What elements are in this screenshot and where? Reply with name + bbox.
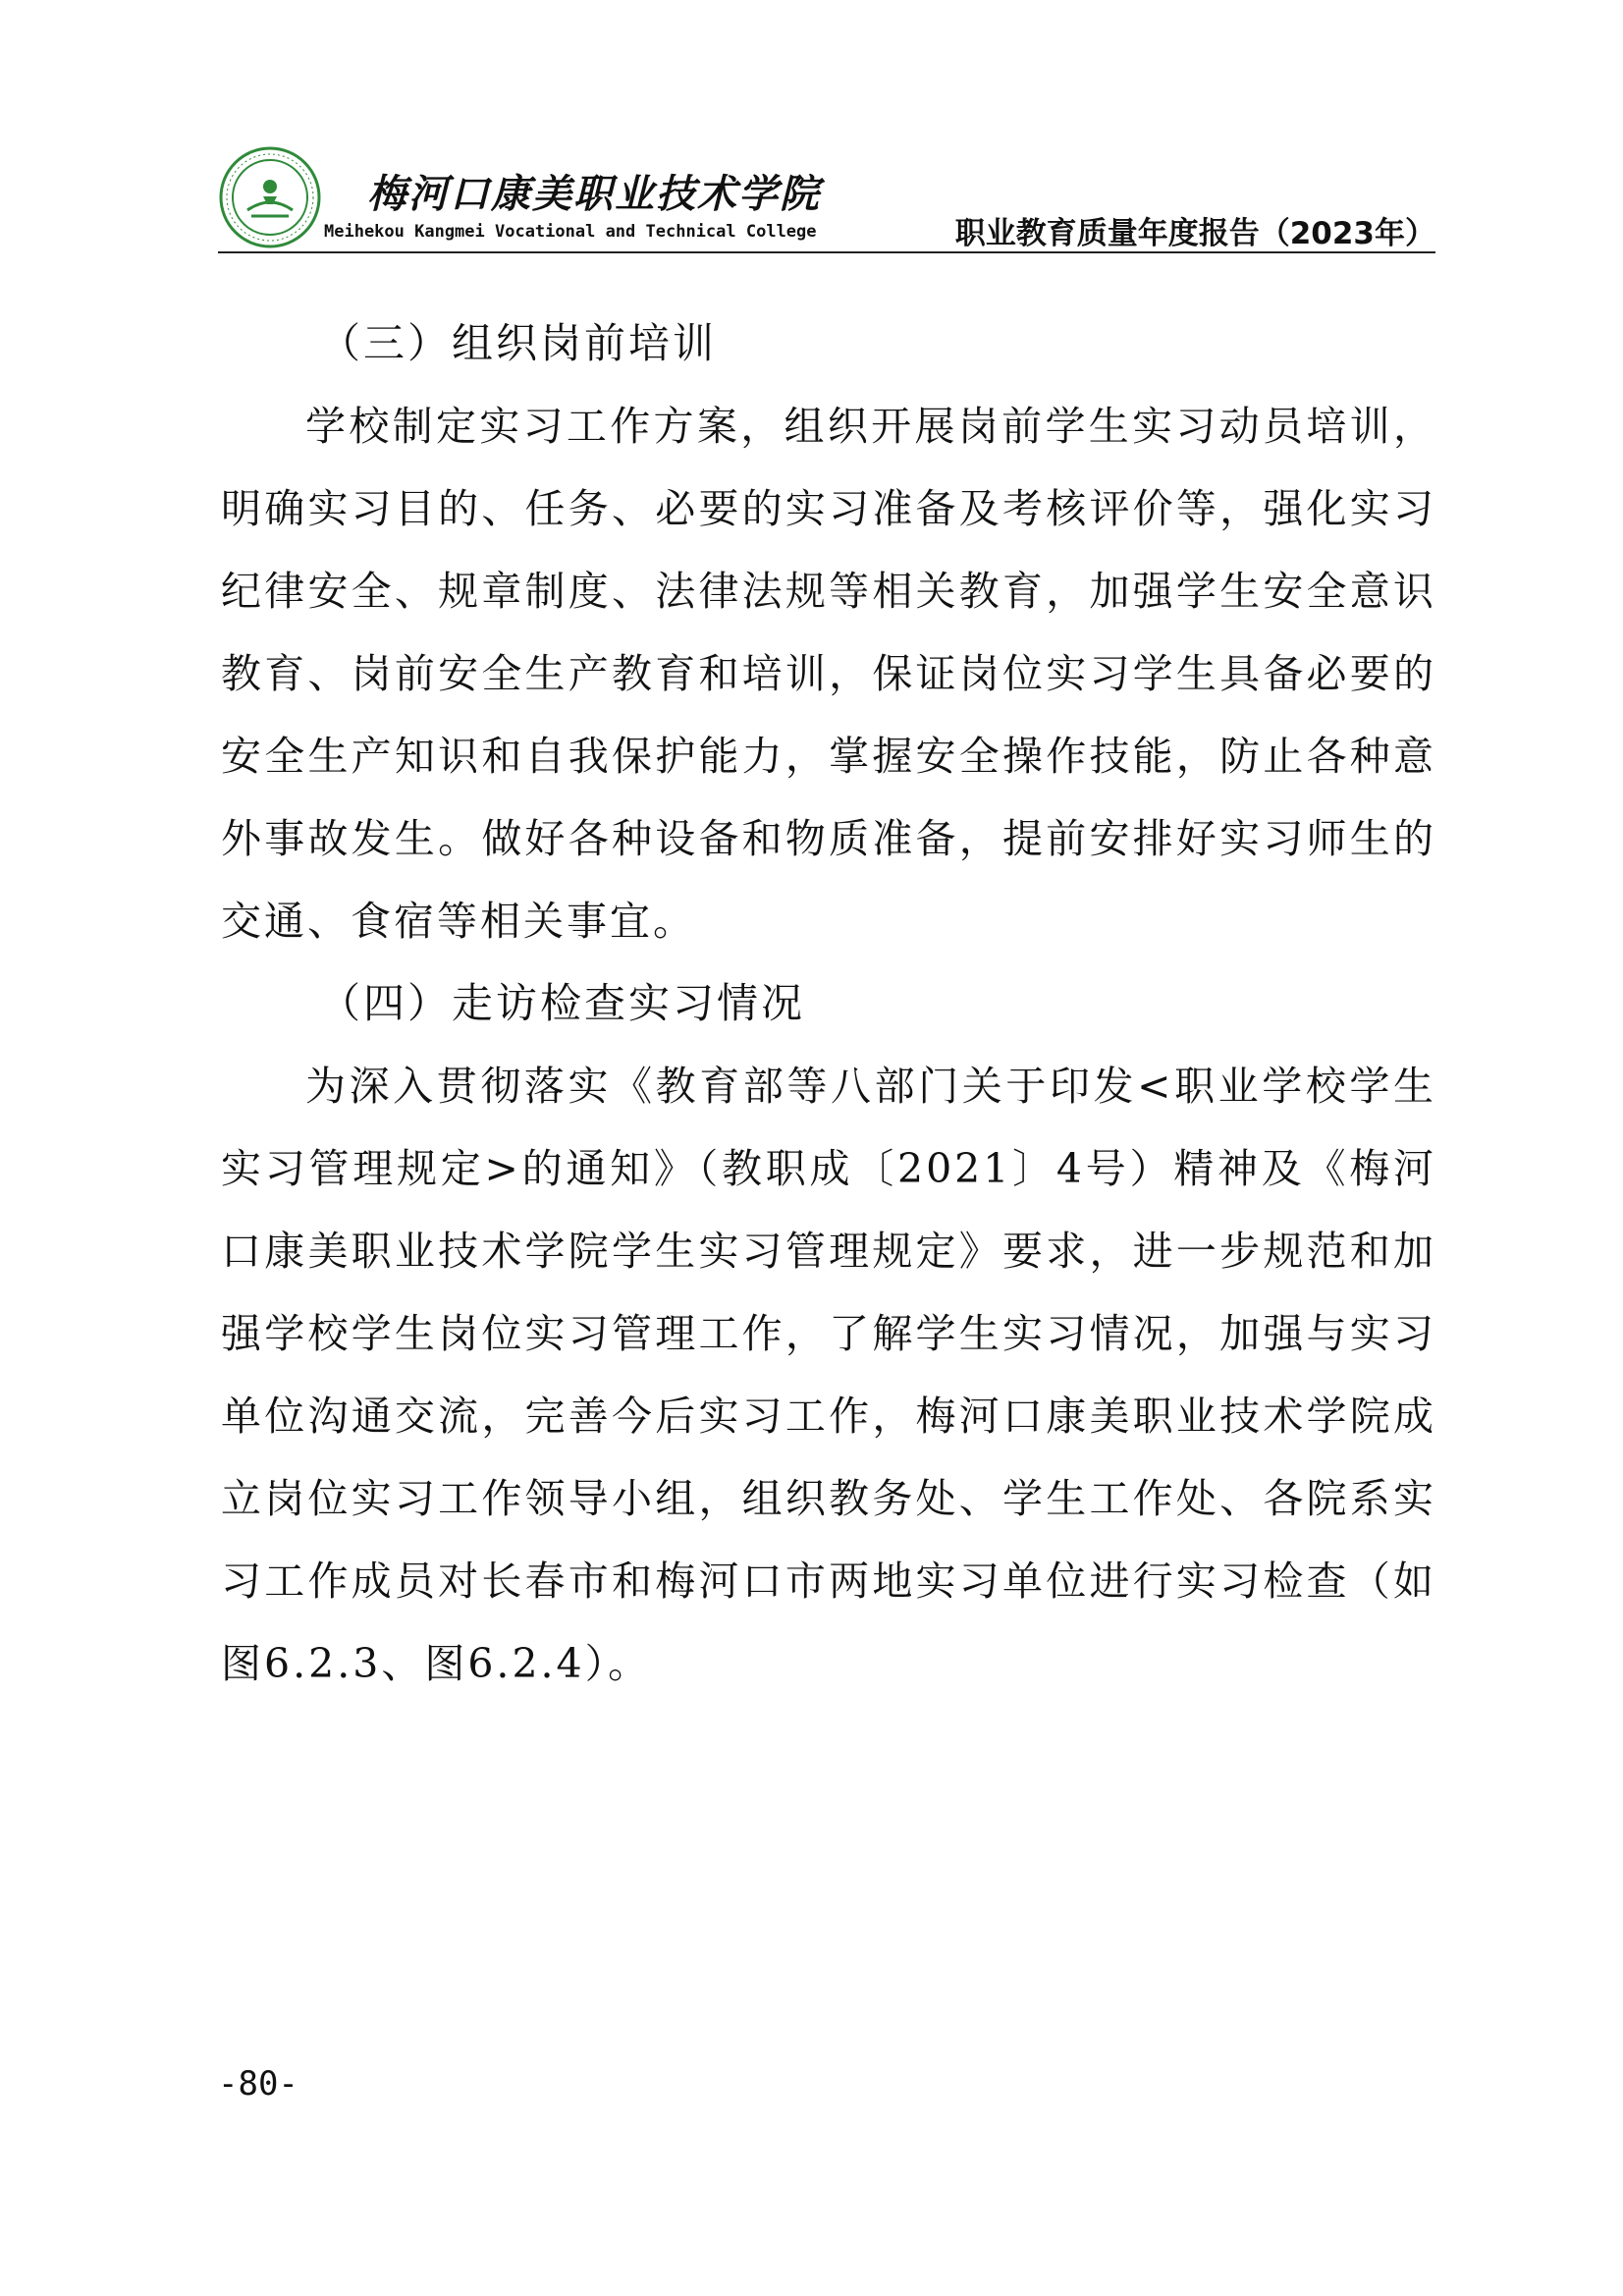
section-paragraph: 学校制定实习工作方案，组织开展岗前学生实习动员培训，明确实习目的、任务、必要的实习准备及考核评价等，强化实习纪律安全、规章制度、法律法规等相关教育，加强学生安全意识教育、岗前安全生产教育和培训，保证岗位实习学生具备必要的安全生产知识和自我保护能力，掌握安全操作技能，防止各种意外事故发生。做好各种设备和物质准备，提前安排好实习师生的交通、食宿等相关事宜。 — [221, 403, 1436, 945]
section-heading: （四）走访检查实习情况 — [319, 979, 806, 1027]
page-number: -80- — [218, 2064, 298, 2104]
section-paragraph: 为深入贯彻落实《教育部等八部门关于印发<职业学校学生实习管理规定>的通知》（教职成〔2021〕4号）精神及《梅河口康美职业技术学院学生实习管理规定》要求，进一步规范和加强学校学生岗位实习管理工作，了解学生实习情况，加强与实习单位沟通交流，完善今后实习工作，梅河口康美职业技术学院成立岗位实习工作领导小组，组织教务处、学生工作处、各院系实习工作成员对长春市和梅河口市两地实习单位进行实习检查（如图6.2.3、图6.2.4）。 — [221, 1063, 1436, 1687]
college-name-en: Meihekou Kangmei Vocational and Technical College — [324, 222, 817, 242]
college-name-cn: 梅河口康美职业技术学院 — [367, 171, 821, 217]
document-body — [221, 302, 1436, 1705]
section-heading: （三）组织岗前培训 — [319, 319, 718, 367]
header-divider — [218, 251, 1435, 253]
report-title: 职业教育质量年度报告（2023年） — [954, 216, 1435, 251]
page-header — [218, 145, 1435, 255]
college-seal-icon — [218, 145, 322, 249]
